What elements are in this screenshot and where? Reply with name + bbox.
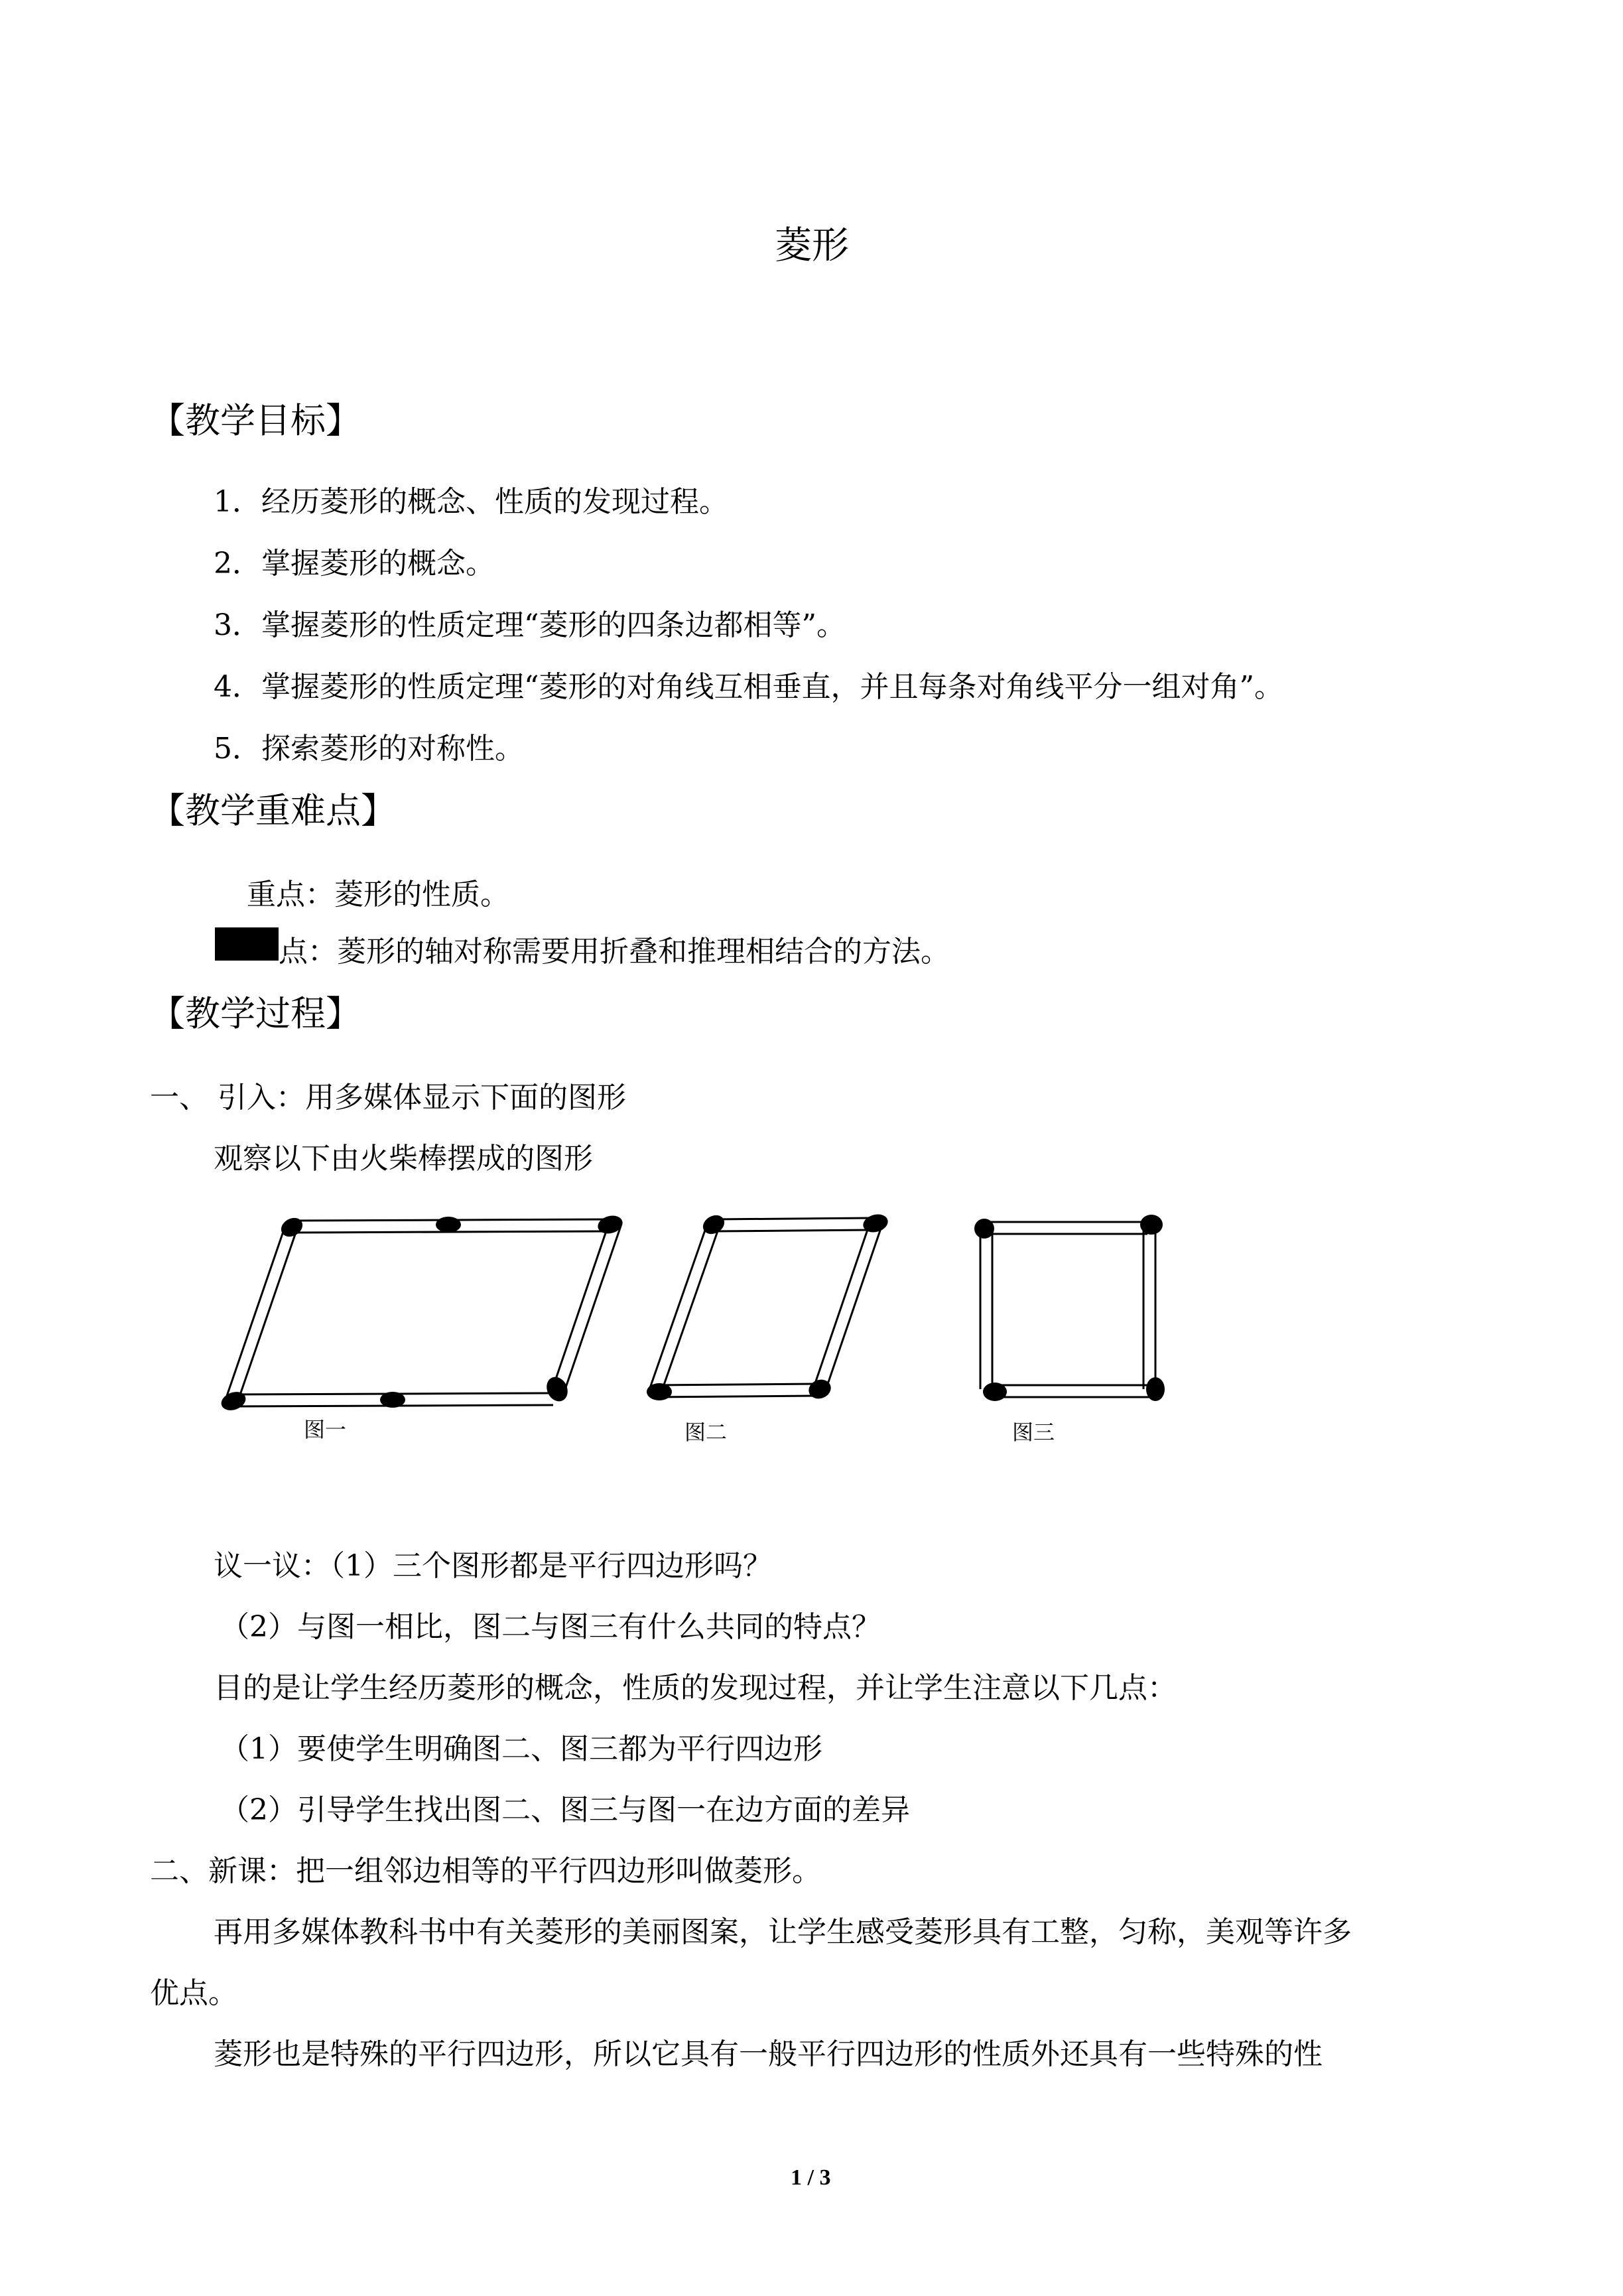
objective-item: 4．掌握菱形的性质定理“菱形的对角线互相垂直，并且每条对角线平分一组对角”。	[214, 670, 1283, 704]
objective-item: 2．掌握菱形的概念。	[214, 547, 495, 580]
figure-two-rhombus	[650, 1218, 882, 1397]
process-heading: 【教学过程】	[150, 994, 361, 1034]
discuss-2: （2）与图一相比，图二与图三有什么共同的特点？	[220, 1610, 881, 1644]
figure-three-square	[980, 1222, 1155, 1397]
new-lesson-line: 二、新课：把一组邻边相等的平行四边形叫做菱形。	[150, 1854, 821, 1888]
figure-label-three: 图三	[1012, 1420, 1055, 1444]
paragraph-1a: 再用多媒体教科书中有关菱形的美丽图案，让学生感受菱形具有工整，匀称，美观等许多	[214, 1915, 1352, 1949]
intro-line: 一、 引入：用多媒体显示下面的图形	[150, 1081, 626, 1114]
figure-label-one: 图一	[304, 1418, 347, 1442]
point-2: （2）引导学生找出图二、图三与图一在边方面的差异	[220, 1793, 910, 1827]
purpose-line: 目的是让学生经历菱形的概念，性质的发现过程，并让学生注意以下几点：	[214, 1671, 1177, 1705]
discuss-1: 议一议：（1）三个图形都是平行四边形吗？	[214, 1549, 772, 1583]
objective-item: 5．探索菱形的对称性。	[214, 732, 524, 766]
page-number: 1 / 3	[791, 2165, 831, 2190]
figure-label-two: 图二	[684, 1420, 728, 1444]
paragraph-2: 菱形也是特殊的平行四边形，所以它具有一般平行四边形的性质外还具有一些特殊的性	[214, 2037, 1323, 2071]
page-title: 菱形	[775, 224, 849, 267]
objective-item: 1．经历菱形的概念、性质的发现过程。	[214, 485, 728, 519]
difficult-point: 点：菱形的轴对称需要用折叠和推理相结合的方法。	[279, 935, 950, 969]
paragraph-1b: 优点。	[150, 1976, 237, 2010]
keypoints-heading: 【教学重难点】	[150, 791, 396, 831]
point-1: （1）要使学生明确图二、图三都为平行四边形	[220, 1732, 822, 1766]
observe-line: 观察以下由火柴棒摆成的图形	[214, 1142, 593, 1176]
objectives-heading: 【教学目标】	[150, 401, 361, 441]
key-point: 重点：菱形的性质。	[247, 878, 509, 912]
figure-one-parallelogram	[226, 1219, 621, 1406]
objective-item: 3．掌握菱形的性质定理“菱形的四条边都相等”。	[214, 608, 846, 642]
